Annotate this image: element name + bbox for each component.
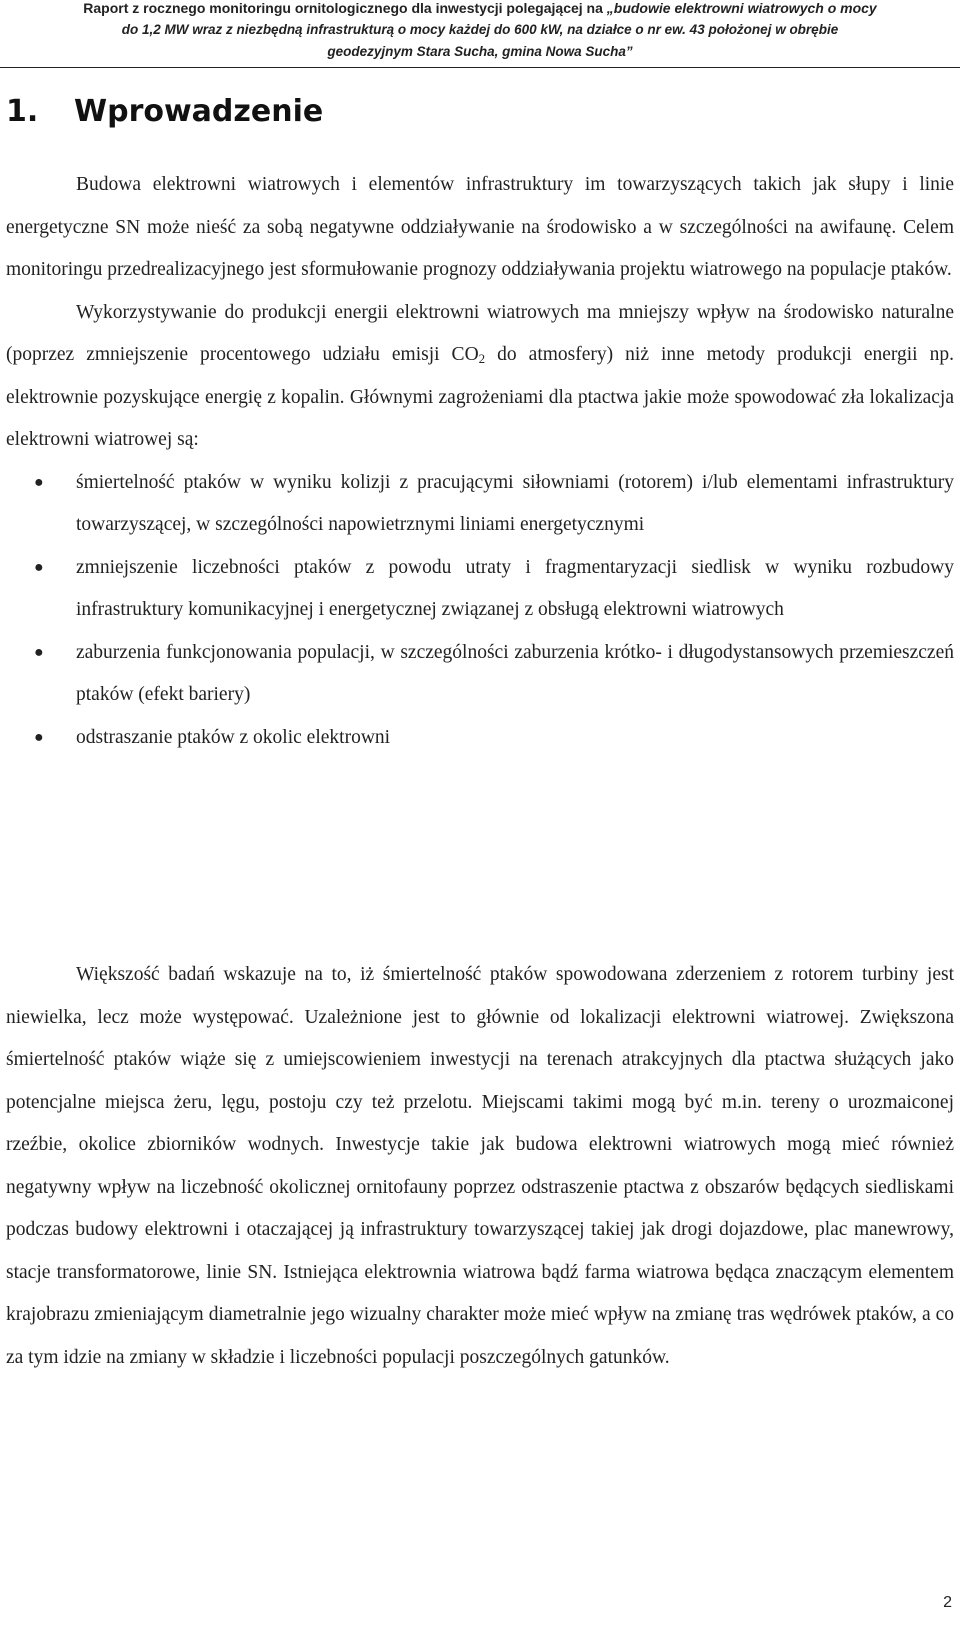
paragraph-3: Większość badań wskazuje na to, iż śmiertelność ptaków spowodowana zderzeniem z rotorem turbiny jest niewielka, lecz może występować. Uzależnione jest to głównie od lokalizacji elektrowni wiatrowej. Zwiększona śmiertelność ptaków wiąże się z umiejscowieniem inwestycji na terenach atrakcyjnych dla ptactwa służących jako potencjalne miejsca żeru, lęgu, postoju czy też przelotu. Miejscami takimi mogą być m.in. tereny o urozmaiconej rzeźbie, okolice zbiorników wodnych. Inwestycje takie jak budowa elektrowni wiatrowych mogą mieć również negatywny wpływ na liczebność okolicznej ornitofauny poprzez odstraszenie ptactwa z obszarów będących siedliskami podczas budowy elektrowni i otaczającej ją infrastruktury towarzyszącej takiej jak drogi dojazdowe, plac manewrowy, stacje transformatorowe, linie SN. Istniejąca elektrownia wiatrowa bądź farma wiatrowa będąca znaczącym elementem krajobrazu zmieniającym diametralnie jego wizualny charakter może mieć wpływ na zmianę tras wędrówek ptaków, a co za tym idzie na zmiany w składzie i liczebności populacji poszczególnych gatunków. (6, 964, 954, 1368)
section-heading (6, 94, 323, 129)
bullet-icon: ● (34, 558, 44, 576)
list-item (6, 632, 954, 717)
bullet-icon: ● (34, 473, 44, 491)
bullet-icon: ● (34, 728, 44, 746)
list-item (6, 717, 954, 760)
header-line-1-italic: „budowie elektrowni wiatrowych o mocy (606, 0, 877, 16)
body-text-top (6, 164, 954, 759)
paragraph-1: Budowa elektrowni wiatrowych i elementów infrastruktury im towarzyszących takich jak słupy i linie energetyczne SN może nieść za sobą negatywne oddziaływanie na środowisko a w szczególności na awifaunę. Celem monitoringu przedrealizacyjnego jest sformułowanie prognozy oddziaływania projektu wiatrowego na populacje ptaków. (6, 174, 954, 280)
co2-subscript: 2 (478, 351, 486, 366)
body-text-bottom (6, 954, 954, 1379)
header-line-1 (0, 0, 960, 16)
list-item-text: zaburzenia funkcjonowania populacji, w szczególności zaburzenia krótko- i długodystansowych przemieszczeń ptaków (efekt bariery) (76, 641, 954, 705)
header-line-3: geodezyjnym Stara Sucha, gmina Nowa Sucha” (327, 44, 633, 59)
list-item-text: zmniejszenie liczebności ptaków z powodu utraty i fragmentaryzacji siedlisk w wyniku rozbudowy infrastruktury komunikacyjnej i energetycznej związanej z obsługą elektrowni wiatrowych (76, 556, 954, 620)
threats-list (6, 462, 954, 760)
page-number: 2 (943, 1594, 952, 1611)
header-line-2: do 1,2 MW wraz z niezbędną infrastrukturą o mocy każdej do 600 kW, na działce o nr ew. 43 położonej w obrębie (121, 22, 839, 37)
list-item-text: odstraszanie ptaków z okolic elektrowni (76, 726, 391, 748)
paragraph-2-text-b: do atmosfery) niż inne metody produkcji energii np. elektrownie pozyskujące energię z kopalin. Głównymi zagrożeniami dla ptactwa jakie może spowodować zła lokalizacja elektrowni wiatrowej są: (6, 344, 954, 450)
list-item (6, 462, 954, 547)
list-item (6, 547, 954, 632)
bullet-icon: ● (34, 643, 44, 661)
paragraph-2-text-a: Wykorzystywanie do produkcji energii elektrowni wiatrowych ma mniejszy wpływ na środowisko naturalne (poprzez zmniejszenie procentowego udziału emisji CO (6, 301, 954, 365)
section-title: Wprowadzenie (74, 94, 324, 129)
page-header (0, 0, 960, 68)
list-item-text: śmiertelność ptaków w wyniku kolizji z pracującymi siłowniami (rotorem) i/lub elementami infrastruktury towarzyszącej, w szczególności napowietrznymi liniami energetycznymi (76, 471, 954, 535)
section-number: 1. (6, 94, 39, 129)
paragraph-2 (6, 292, 954, 462)
header-line-1-plain: Raport z rocznego monitoringu ornitologicznego dla inwestycji polegającej na (83, 0, 607, 16)
